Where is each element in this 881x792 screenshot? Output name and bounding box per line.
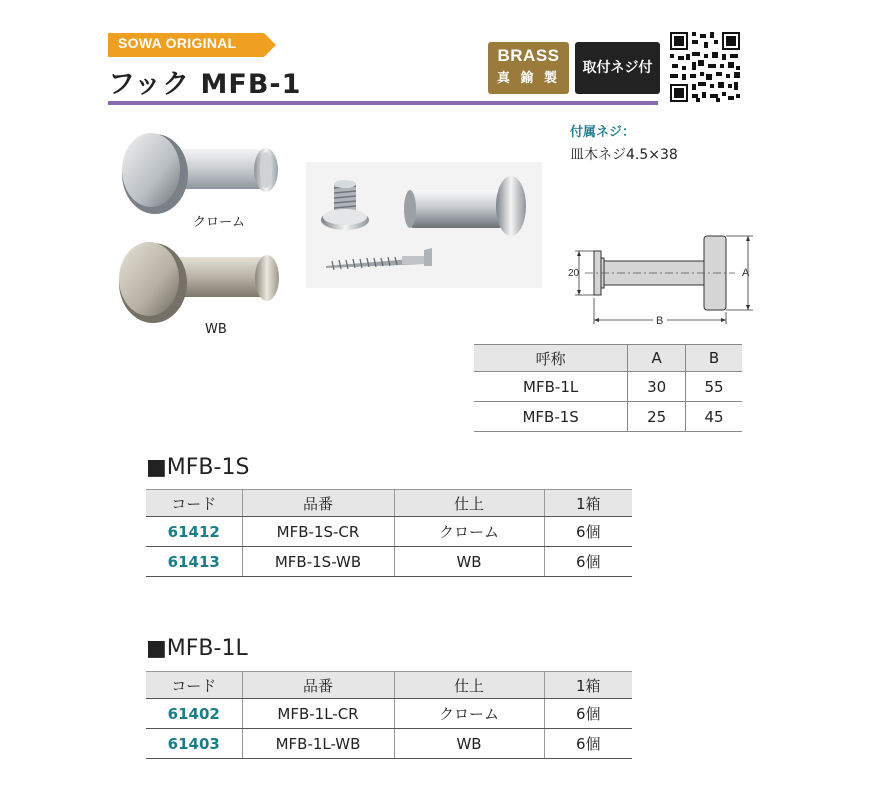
chrome-hook-image [118,125,283,220]
part-cell: MFB-1L-WB [242,729,394,759]
col-header-part: 品番 [242,672,394,699]
code-cell: 61403 [146,729,242,759]
brand-label: SOWA ORIGINAL [118,35,237,51]
table-row [474,372,742,402]
qr-code-icon[interactable] [668,30,742,104]
dim-cell-b: 45 [686,402,742,432]
col-header-part: 品番 [242,490,394,517]
finish-cell: クローム [394,517,544,547]
table-row[interactable] [146,547,632,577]
material-badge-bottom: 真 鍮 製 [496,71,561,86]
dim-cell-a: 25 [628,402,686,432]
wb-hook-image [115,235,285,327]
material-badge-top: BRASS [497,46,560,65]
dimension-table [474,344,742,432]
finish-cell: クローム [394,699,544,729]
screw-label: 付属ネジ： [570,125,636,140]
table-row [474,402,742,432]
qty-cell: 6個 [544,699,632,729]
code-cell: 61413 [146,547,242,577]
wb-caption: WB [205,322,227,337]
qty-cell: 6個 [544,729,632,759]
dim-header-b: B [686,345,742,372]
chrome-caption: クローム [193,215,246,230]
col-header-code: コード [146,490,242,517]
screw-value: 皿木ネジ4.5×38 [570,147,678,163]
code-cell: 61402 [146,699,242,729]
part-cell: MFB-1L-CR [242,699,394,729]
col-header-finish: 仕上 [394,490,544,517]
qty-cell: 6個 [544,517,632,547]
col-header-qty: 1箱 [544,490,632,517]
table-row[interactable] [146,517,632,547]
col-header-finish: 仕上 [394,672,544,699]
product-table-1l [146,671,632,759]
dimension-diagram [565,228,760,328]
dim-header-name: 呼称 [474,345,628,372]
page-title: フック MFB-1 [108,69,302,100]
dim-b-label: B [656,315,664,327]
dim-cell-name: MFB-1L [474,372,628,402]
finish-cell: WB [394,729,544,759]
section-title-1l: ■MFB-1L [146,636,248,661]
dim-a-label: A [742,267,750,279]
material-badge [488,42,569,94]
part-cell: MFB-1S-CR [242,517,394,547]
dim-header-a: A [628,345,686,372]
table-row[interactable] [146,699,632,729]
dim-cell-a: 30 [628,372,686,402]
title-divider [108,101,658,105]
finish-cell: WB [394,547,544,577]
parts-image [306,162,542,288]
dim-cell-name: MFB-1S [474,402,628,432]
section-title-1s: ■MFB-1S [146,455,250,480]
product-table-1s [146,489,632,577]
col-header-qty: 1箱 [544,672,632,699]
dim-20-label: 20 [568,268,580,279]
screw-included-badge: 取付ネジ付 [575,42,660,94]
table-row[interactable] [146,729,632,759]
part-cell: MFB-1S-WB [242,547,394,577]
code-cell: 61412 [146,517,242,547]
qty-cell: 6個 [544,547,632,577]
col-header-code: コード [146,672,242,699]
dim-cell-b: 55 [686,372,742,402]
